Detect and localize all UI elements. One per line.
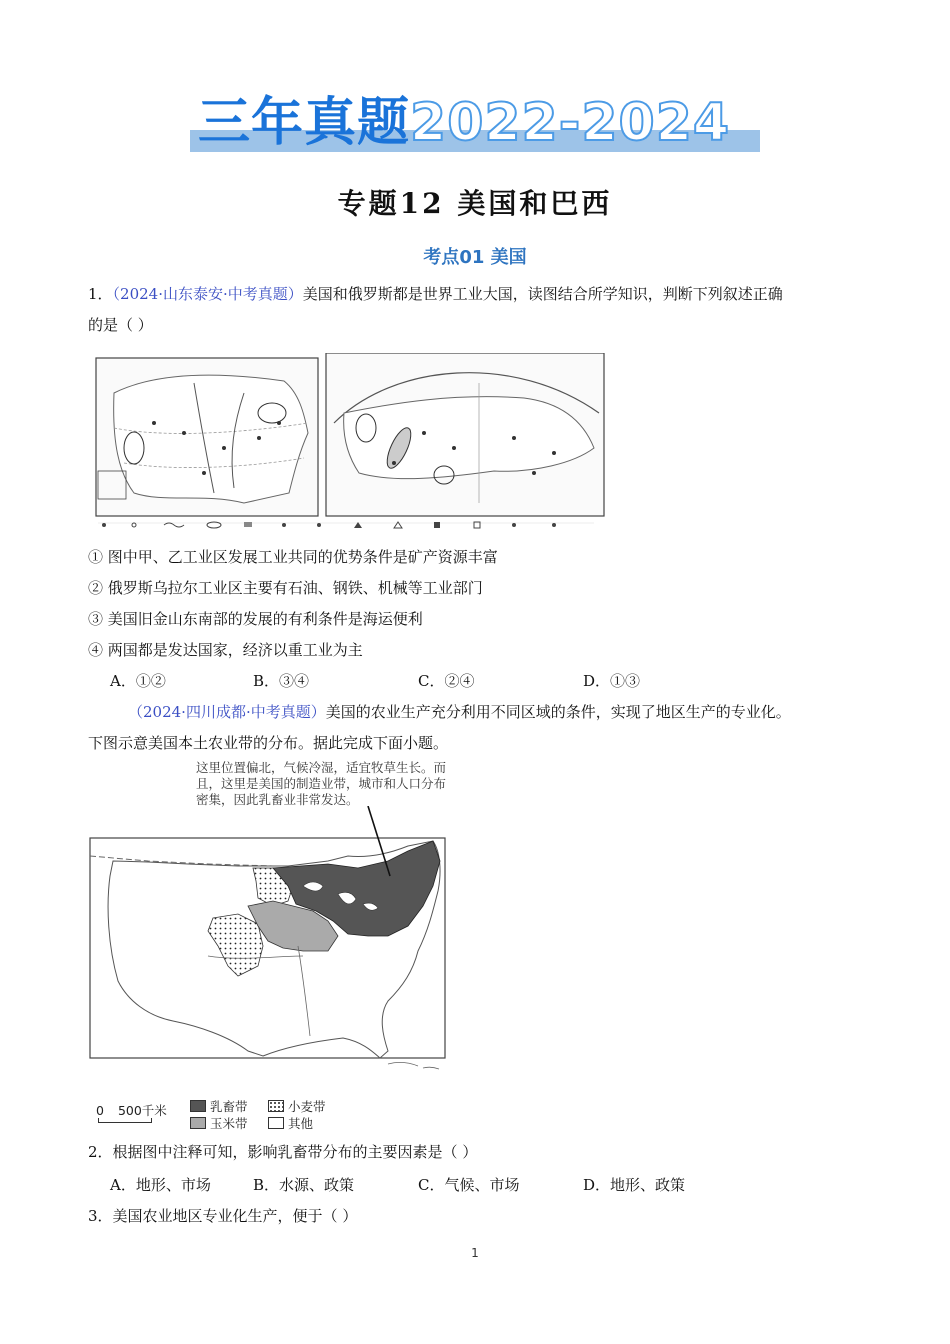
wheat-swatch bbox=[268, 1100, 284, 1112]
q1-option-c: C．②④ bbox=[418, 672, 475, 690]
russia-industry-map bbox=[326, 353, 604, 516]
scale-zero: 0 bbox=[96, 1102, 104, 1118]
q1-number: 1． bbox=[88, 285, 113, 303]
q2-option-a: A．地形、市场 bbox=[110, 1176, 211, 1194]
scale-bar bbox=[96, 1101, 167, 1119]
section-title: 考点01 美国 bbox=[423, 247, 527, 268]
q2-stem bbox=[88, 1141, 868, 1163]
q1-statement-1: ① 图中甲、乙工业区发展工业共同的优势条件是矿产资源丰富 bbox=[88, 548, 498, 566]
q1-option-d: D．①③ bbox=[583, 672, 641, 690]
banner-title bbox=[198, 92, 730, 154]
legend-corn bbox=[190, 1114, 248, 1132]
legend-other bbox=[268, 1114, 313, 1132]
scale-bar-line bbox=[98, 1118, 152, 1123]
q3-number: 3． bbox=[88, 1207, 113, 1225]
group-intro-line1 bbox=[128, 701, 908, 723]
legend-dairy-label: 乳畜带 bbox=[210, 1099, 248, 1114]
header-banner bbox=[190, 92, 760, 154]
q2-option-c: C．气候、市场 bbox=[418, 1176, 520, 1194]
legend-dairy bbox=[190, 1097, 248, 1115]
scale-distance: 500千米 bbox=[117, 1103, 167, 1118]
map-annotation: 这里位置偏北，气候冷湿，适宜牧草生长。而且，这里是美国的制造业带，城市和人口分布密集，因此乳畜业非常发达。 bbox=[196, 760, 447, 807]
legend-wheat bbox=[268, 1097, 326, 1115]
q2-option-d: D．地形、政策 bbox=[583, 1176, 686, 1194]
page-number: 1 bbox=[471, 1246, 479, 1260]
map-legend bbox=[96, 1097, 356, 1133]
banner-years: 2022-2024 bbox=[410, 93, 731, 153]
group-intro-line2: 下图示意美国本土农业带的分布。据此完成下面小题。 bbox=[88, 734, 449, 752]
q3-stem bbox=[88, 1205, 868, 1227]
q1-source: （2024·山东泰安·中考真题） bbox=[112, 285, 303, 303]
group-text-a: 美国的农业生产充分利用不同区域的条件，实现了地区生产的专业化。 bbox=[325, 703, 791, 721]
q1-option-a: A．①② bbox=[110, 672, 166, 690]
q1-statement-2: ② 俄罗斯乌拉尔工业区主要有石油、钢铁、机械等工业部门 bbox=[88, 579, 483, 597]
topic-title: 专题12 美国和巴西 bbox=[337, 187, 613, 220]
q2-option-b: B．水源、政策 bbox=[253, 1176, 355, 1194]
legend-corn-label: 玉米带 bbox=[210, 1116, 248, 1131]
other-swatch bbox=[268, 1117, 284, 1129]
q1-option-b: B．③④ bbox=[253, 672, 310, 690]
legend-other-label: 其他 bbox=[288, 1116, 314, 1131]
us-agriculture-map bbox=[88, 806, 448, 1096]
corn-swatch bbox=[190, 1117, 206, 1129]
dairy-swatch bbox=[190, 1100, 206, 1112]
q1-statement-3: ③ 美国旧金山东南部的发展的有利条件是海运便利 bbox=[88, 610, 423, 628]
us-russia-industry-maps bbox=[94, 353, 606, 533]
us-industry-map bbox=[96, 358, 318, 516]
q2-number: 2． bbox=[88, 1143, 113, 1161]
group-source: （2024·四川成都·中考真题） bbox=[128, 703, 326, 721]
q3-stem-text: 美国农业地区专业化生产，便于（ ） bbox=[112, 1207, 358, 1225]
q1-stem-line2: 的是（ ） bbox=[88, 316, 153, 334]
q2-stem-text: 根据图中注释可知，影响乳畜带分布的主要因素是（ ） bbox=[112, 1143, 478, 1161]
q1-stem-line1 bbox=[88, 283, 868, 305]
banner-chinese: 三年真题 bbox=[198, 93, 411, 153]
q1-stem-a: 美国和俄罗斯都是世界工业大国，读图结合所学知识，判断下列叙述正确 bbox=[302, 285, 783, 303]
legend-wheat-label: 小麦带 bbox=[288, 1099, 326, 1114]
q1-statement-4: ④ 两国都是发达国家，经济以重工业为主 bbox=[88, 641, 363, 659]
